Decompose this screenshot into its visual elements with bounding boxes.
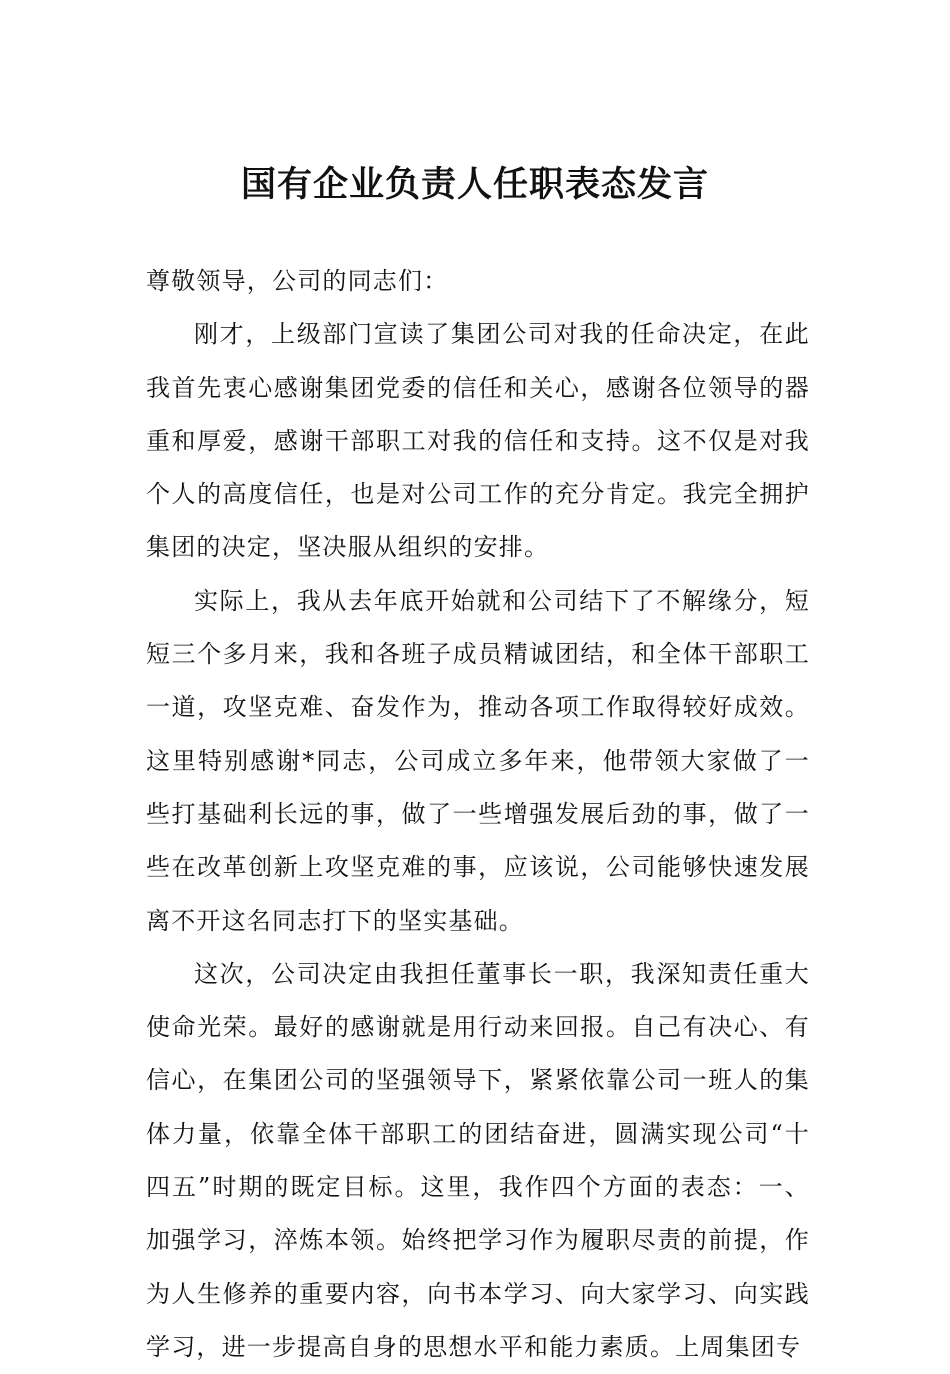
paragraph-1: 刚才，上级部门宣读了集团公司对我的任命决定，在此我首先衷心感谢集团党委的信任和关心，感谢各位领导的器重和厚爱，感谢干部职工对我的信任和支持。这不仅是对我个人的高度信任，也是对公司工作的充分肯定。我完全拥护集团的决定，坚决服从组织的安排。 bbox=[146, 320, 810, 562]
document-title: 国有企业负责人任职表态发言 bbox=[240, 164, 709, 205]
paragraph-3: 这次，公司决定由我担任董事长一职，我深知责任重大使命光荣。最好的感谢就是用行动来回报。自己有决心、有信心，在集团公司的坚强领导下，紧紧依靠公司一班人的集体力量，依靠全体干部职工的团结奋进，圆满实现公司“十四五”时期的既定目标。这里，我作四个方面的表态：一、加强学习，淬炼本领。始终把学习作为履职尽责的前提，作为人生修养的重要内容，向书本学习、向大家学习、向实践学习，进一步提高自身的思想水平和能力素质。上周集团专 bbox=[146, 959, 810, 1361]
salutation: 尊敬领导，公司的同志们： bbox=[146, 267, 449, 295]
document-body bbox=[146, 255, 810, 1374]
paragraph-2: 实际上，我从去年底开始就和公司结下了不解缘分，短短三个多月来，我和各班子成员精诚团结，和全体干部职工一道，攻坚克难、奋发作为，推动各项工作取得较好成效。这里特别感谢*同志，公司成立多年来，他带领大家做了一些打基础利长远的事，做了一些增强发展后劲的事，做了一些在改革创新上攻坚克难的事，应该说，公司能够快速发展离不开这名同志打下的坚实基础。 bbox=[146, 586, 810, 935]
